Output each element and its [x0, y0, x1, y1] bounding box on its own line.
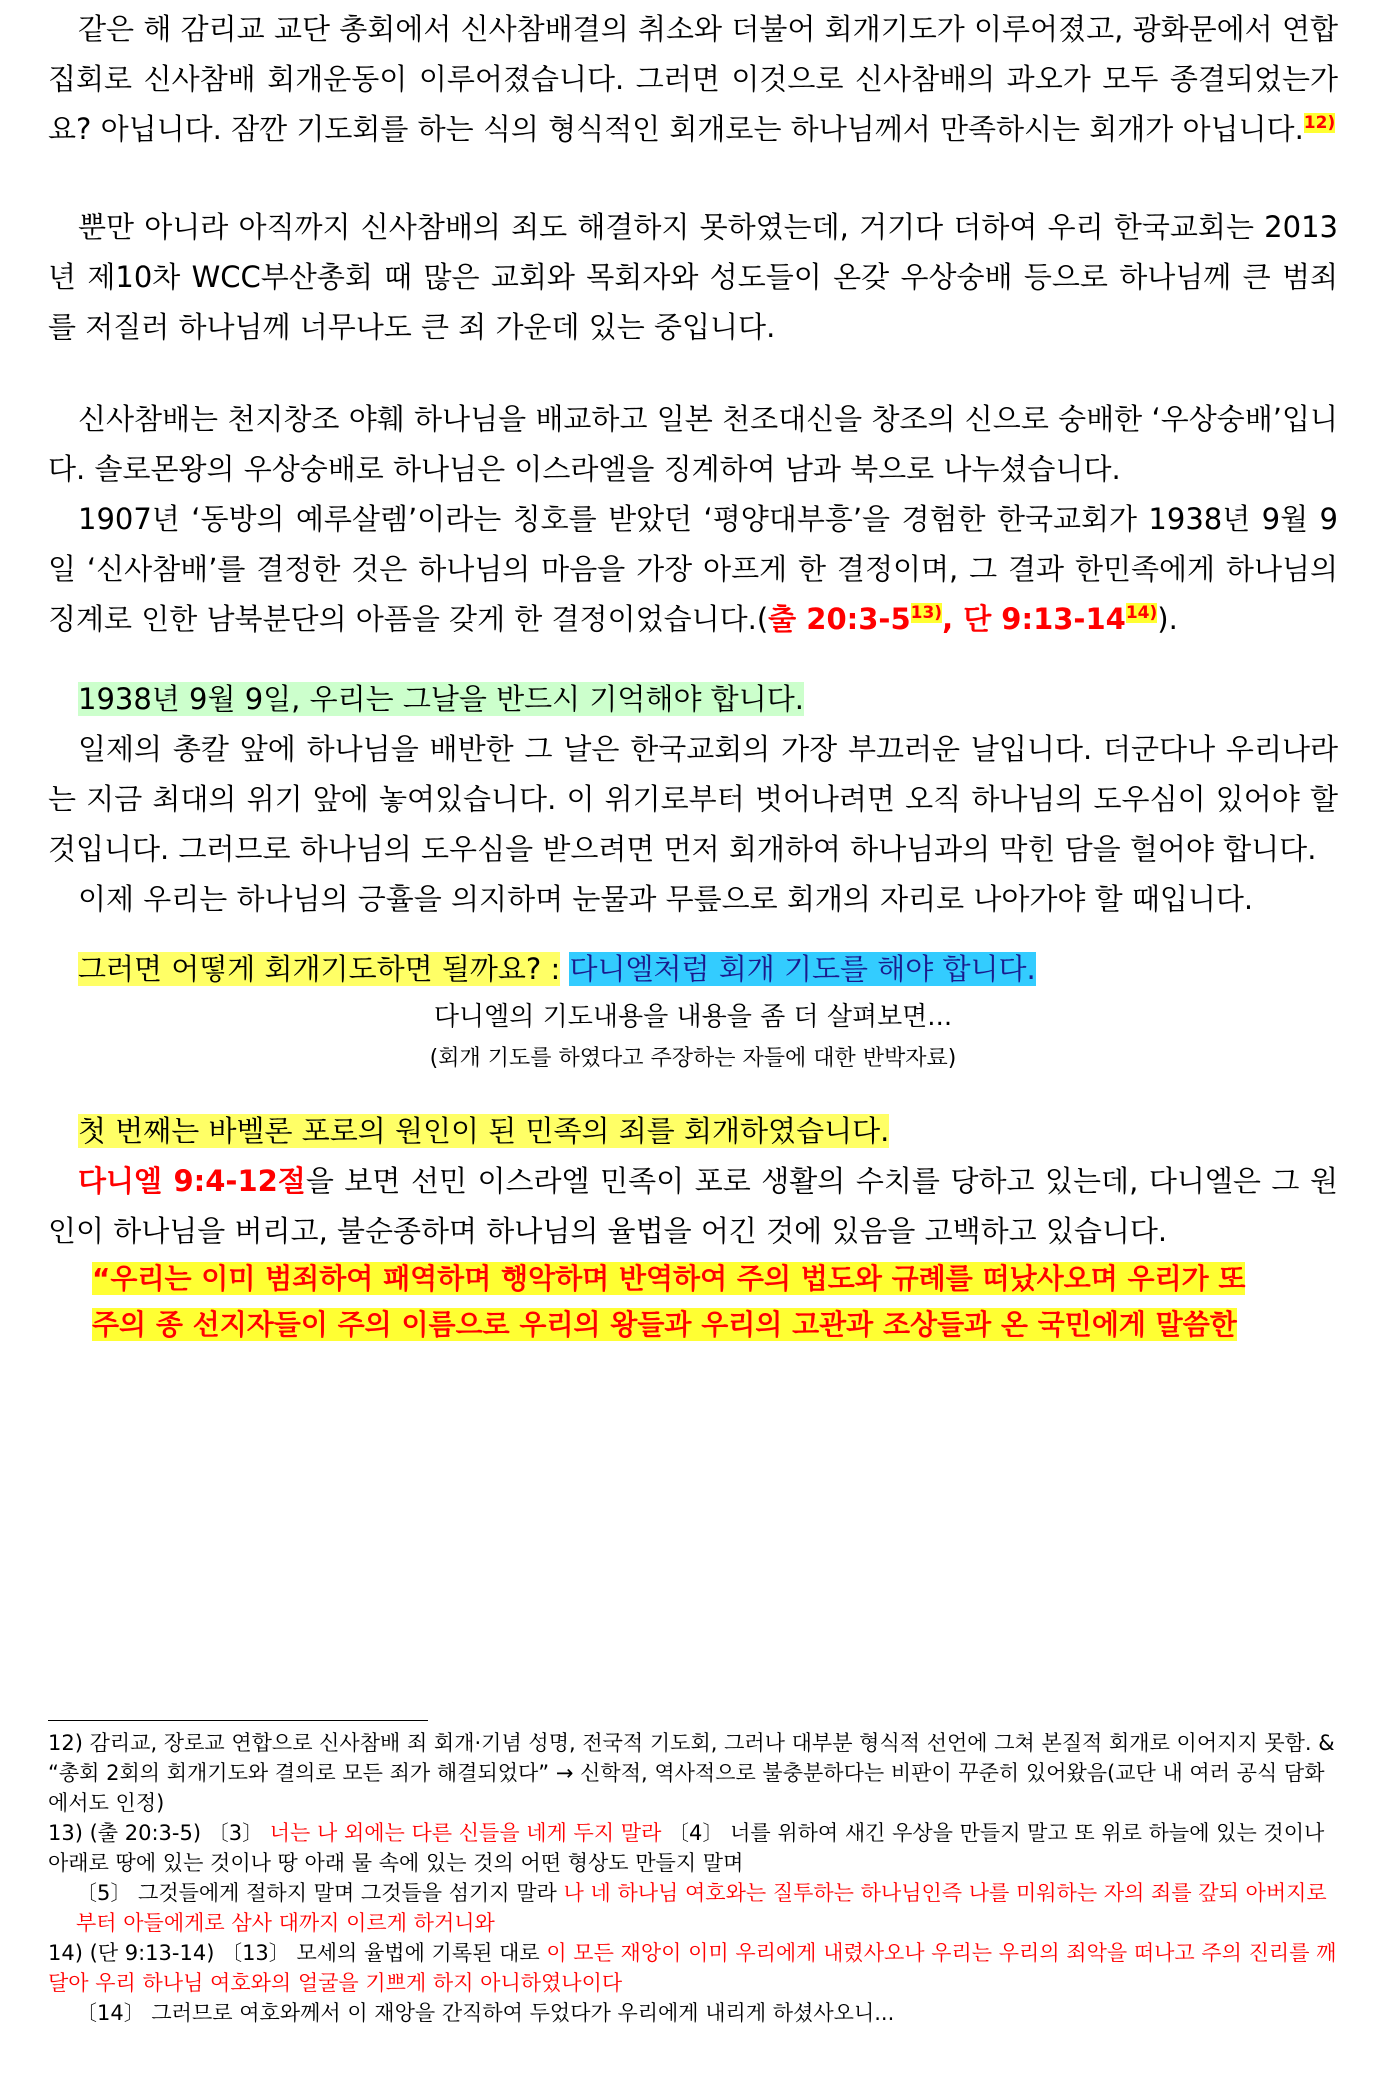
scripture-ref-daniel: , 단 9:13-14: [942, 602, 1126, 636]
scripture-ref-exodus: 출 20:3-5: [768, 602, 911, 636]
footnote-ref-13[interactable]: 13): [910, 603, 943, 624]
paragraph-7: 다니엘 9:4-12절을 보면 선민 이스라엘 민족이 포로 생활의 수치를 당하고 있는데, 다니엘은 그 원인이 하나님을 버리고, 불순종하며 하나님의 율법을 어긴 것에 있음을 고백하고 있습니다.: [48, 1164, 1338, 1248]
quote-daniel: “우리는 이미 범죄하여 패역하며 행악하며 반역하여 주의 법도와 규례를 떠났사오며 우리가 또 주의 종 선지자들이 주의 이름으로 우리의 왕들과 우리의 고관과 조상들과 온 국민에게 말씀한: [92, 1262, 1246, 1341]
subtitle-rebuttal: (회개 기도를 하였다고 주장하는 자들에 대한 반박자료): [429, 1046, 957, 1071]
answer-highlight: 다니엘처럼 회개 기도를 해야 합니다.: [569, 952, 1036, 986]
footnote-12: 12) 감리교, 장로교 연합으로 신사참배 죄 회개·기념 성명, 전국적 기도회, 그러나 대부분 형식적 선언에 그쳐 본질적 회개로 이어지지 못함. & “총회 2회의 회개기도와 결의로 모든 죄가 해결되었다” → 신학적, 역사적으로 불충분하다는 비판이 꾸준히 있어왔음(교단 내 여러 공식 담화에서도 인정): [48, 1731, 1335, 1815]
subtitle-daniel-prayer: 다니엘의 기도내용을 내용을 좀 더 살펴보면...: [433, 1002, 953, 1032]
paragraph-3: 신사참배는 천지창조 야훼 하나님을 배교하고 일본 천조대신을 창조의 신으로 숭배한 ‘우상숭배’입니다. 솔로몬왕의 우상숭배로 하나님은 이스라엘을 징계하여 남과 북으로 나누셨습니다.: [48, 402, 1338, 486]
paragraph-1: 같은 해 감리교 교단 총회에서 신사참배결의 취소와 더불어 회개기도가 이루어졌고, 광화문에서 연합집회로 신사참배 회개운동이 이루어졌습니다. 그러면 이것으로 신사참배의 과오가 모두 종결되었는가요? 아닙니다. 잠깐 기도회를 하는 식의 형식적인 회개로는 하나님께서 만족하시는 회개가 아닙니다.$^{12)}$: [48, 12, 1338, 146]
paragraph-2: 뿐만 아니라 아직까지 신사참배의 죄도 해결하지 못하였는데, 거기다 더하여 우리 한국교회는 2013년 제10차 WCC부산총회 때 많은 교회와 목회자와 성도들이 온갖 우상숭배 등으로 하나님께 큰 범죄를 저질러 하나님께 너무나도 큰 죄 가운데 있는 중입니다.: [48, 210, 1338, 344]
footnote-14-continued: 〔14〕 그러므로 여호와께서 이 재앙을 간직하여 두었다가 우리에게 내리게 하셨사오니...: [76, 2001, 895, 2025]
paragraph-4: 1907년 ‘동방의 예루살렘’이라는 칭호를 받았던 ‘평양대부흥’을 경험한 한국교회가 1938년 9월 9일 ‘신사참배’를 결정한 것은 하나님의 마음을 가장 아프게 한 결정이며, 그 결과 한민족에게 하나님의 징계로 인한 남북분단의 아픔을 갖게 한 결정이었습니다.(출 20:3-5$^{13)}$, 단 9:13-14$^{14)}$).: [48, 502, 1338, 636]
document-body: [48, 0, 1338, 1348]
scripture-ref-daniel-9: 다니엘 9:4-12절: [78, 1164, 306, 1198]
footnotes: [48, 1728, 1338, 2028]
question-line: 그러면 어떻게 회개기도하면 될까요? : 다니엘처럼 회개 기도를 해야 합니다.: [78, 952, 1036, 986]
footnote-13-continued: 〔5〕 그것들에게 절하지 말며 그것들을 섬기지 말라 나 네 하나님 여호와는 질투하는 하나님인즉 나를 미워하는 자의 죄를 갚되 아버지로부터 아들에게로 삼사 대까지 이르게 하거니와: [76, 1881, 1327, 1935]
footnote-13: 13) (출 20:3-5) 〔3〕 너는 나 외에는 다른 신들을 네게 두지 말라 〔4〕 너를 위하여 새긴 우상을 만들지 말고 또 위로 하늘에 있는 것이나 아래로 땅에 있는 것이나 땅 아래 물 속에 있는 것의 어떤 형상도 만들지 말며: [48, 1821, 1325, 1875]
heading-first-point: 첫 번째는 바벨론 포로의 원인이 된 민족의 죄를 회개하였습니다.: [78, 1114, 890, 1148]
footnote-divider: [48, 1720, 428, 1721]
footnote-ref-12[interactable]: 12): [1303, 113, 1336, 134]
footnote-ref-14[interactable]: 14): [1125, 603, 1158, 624]
heading-1938: 1938년 9월 9일, 우리는 그날을 반드시 기억해야 합니다.: [78, 682, 804, 716]
footnote-14: 14) (단 9:13-14) 〔13〕 모세의 율법에 기록된 대로 이 모든 재앙이 이미 우리에게 내렸사오나 우리는 우리의 죄악을 떠나고 주의 진리를 깨달아 우리 하나님 여호와의 얼굴을 기쁘게 하지 아니하였나이다: [48, 1941, 1337, 1995]
paragraph-5: 일제의 총칼 앞에 하나님을 배반한 그 날은 한국교회의 가장 부끄러운 날입니다. 더군다나 우리나라는 지금 최대의 위기 앞에 놓여있습니다. 이 위기로부터 벗어나려면 오직 하나님의 도우심이 있어야 할 것입니다. 그러므로 하나님의 도우심을 받으려면 먼저 회개하여 하나님과의 막힌 담을 헐어야 합니다.: [48, 732, 1338, 866]
paragraph-6: 이제 우리는 하나님의 긍휼을 의지하며 눈물과 무릎으로 회개의 자리로 나아가야 할 때입니다.: [78, 882, 1254, 916]
